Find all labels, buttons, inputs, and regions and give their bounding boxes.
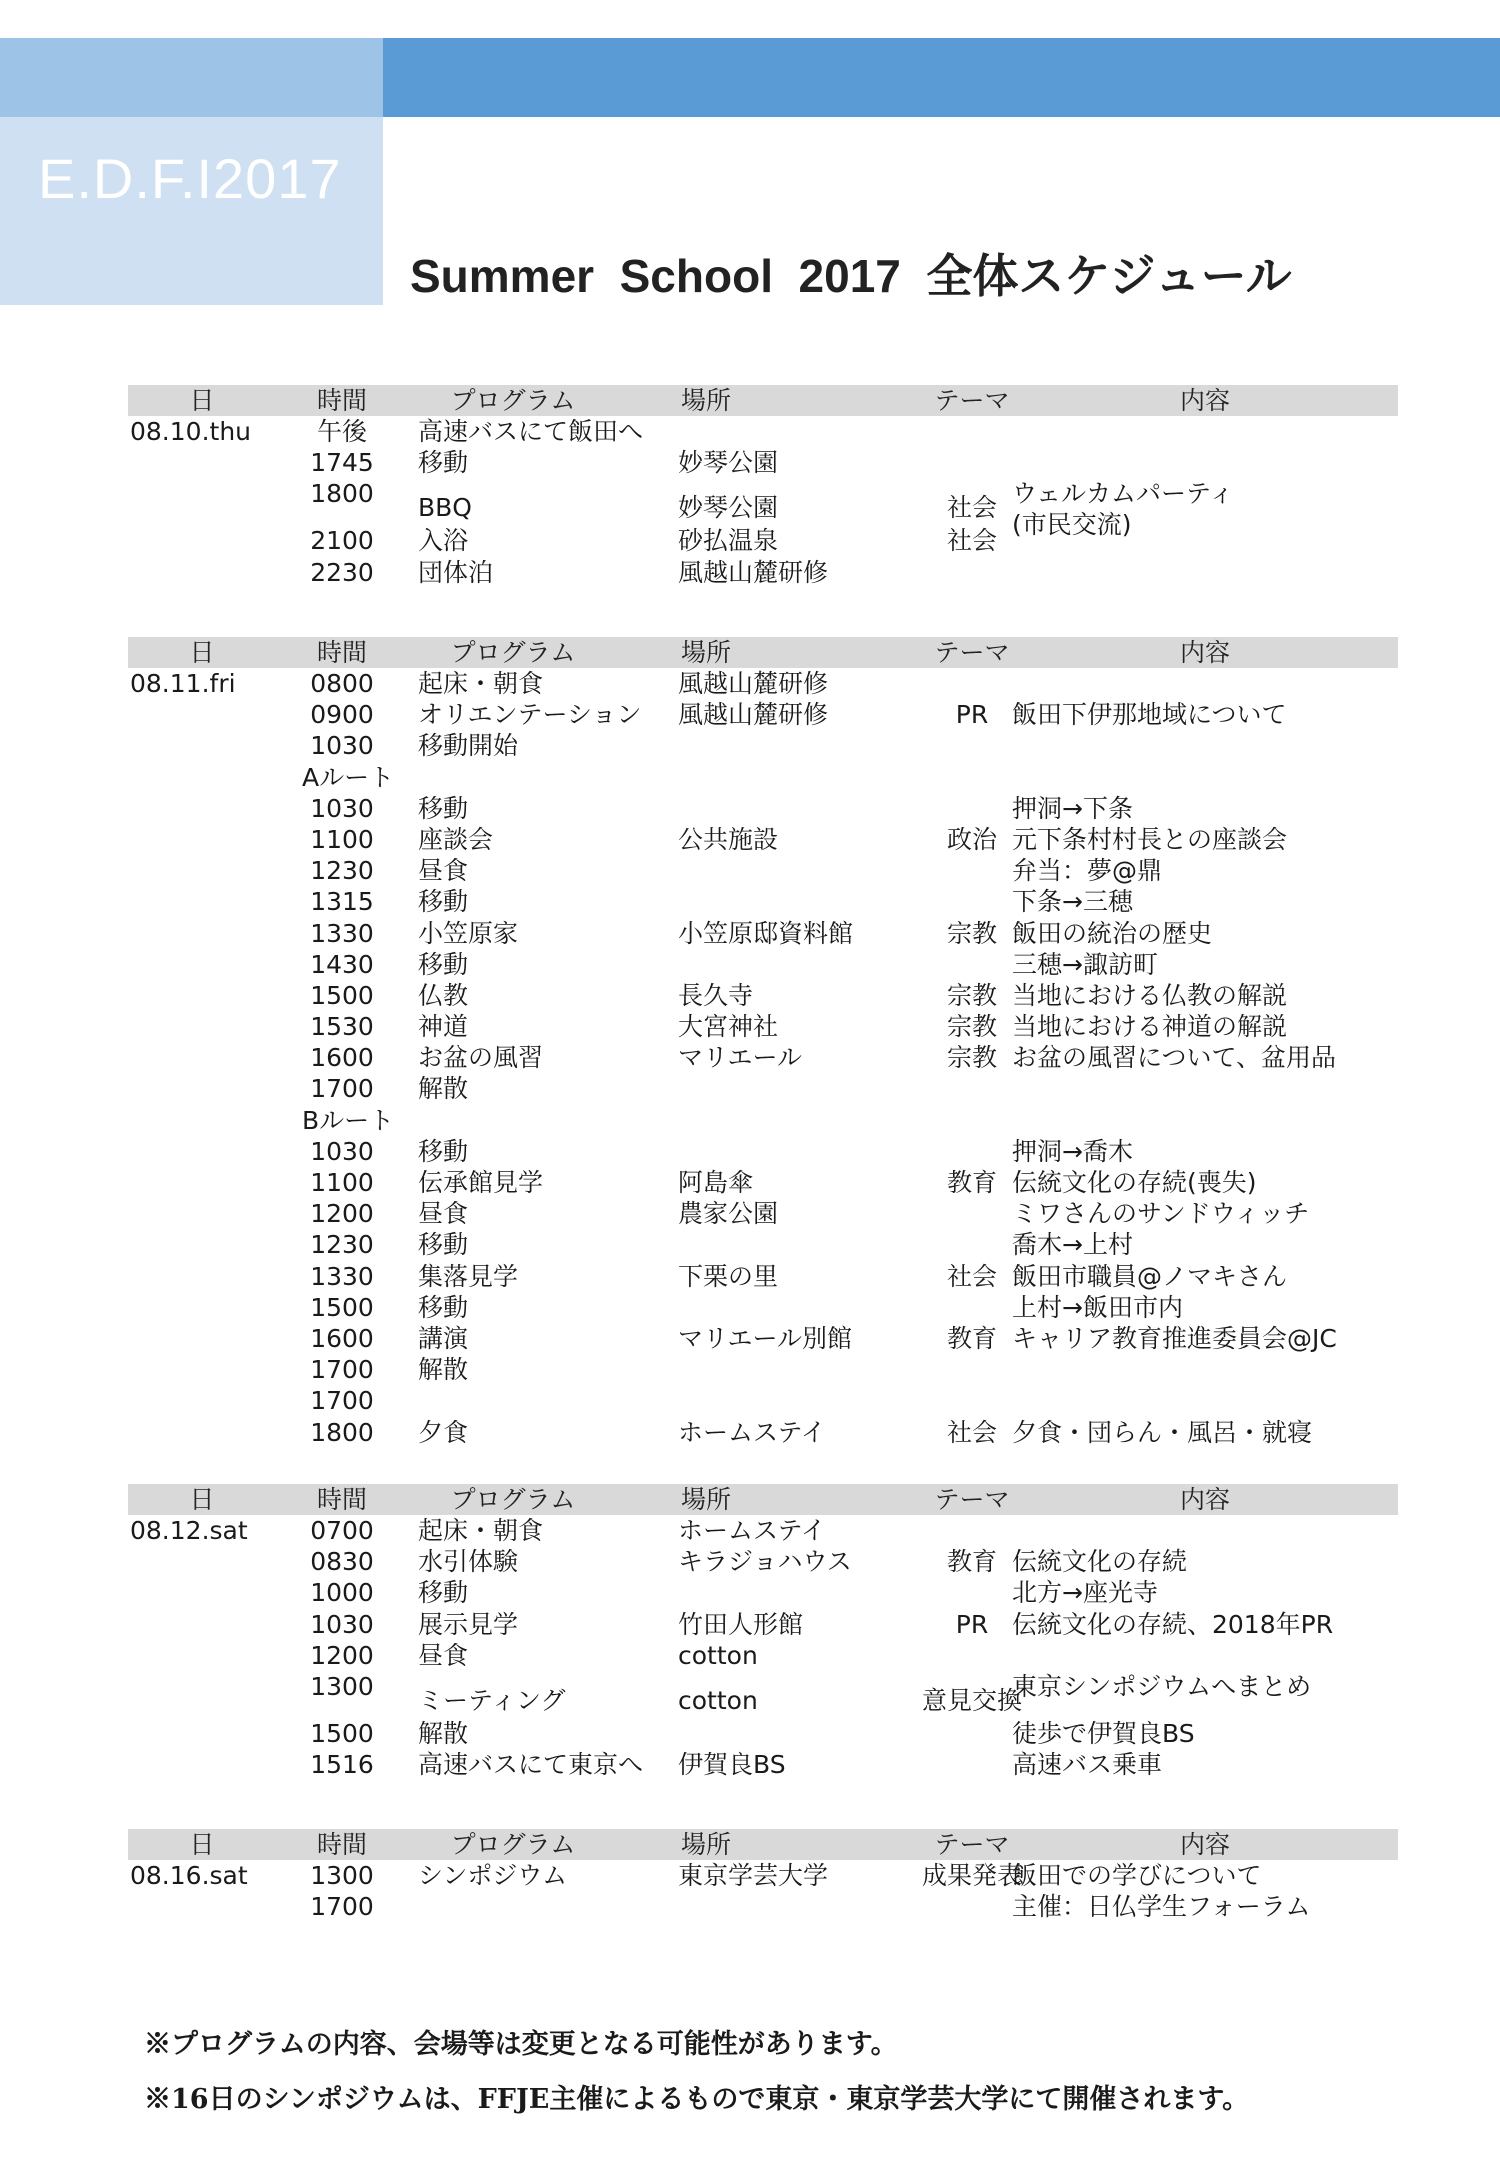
table-row (128, 1417, 1398, 1448)
theme-cell: 宗教 (946, 1012, 997, 1042)
table-row (128, 1718, 1398, 1749)
content-cell: 伝統文化の存続(喪失) (1012, 1168, 1257, 1197)
route-row (128, 1105, 1398, 1136)
table-row (128, 1671, 1398, 1718)
place-cell: 阿島傘 (678, 1168, 754, 1197)
table-row (128, 1073, 1398, 1104)
content-cell: 飯田での学びについて (1012, 1861, 1262, 1890)
header-time: 時間 (316, 1830, 367, 1859)
place-cell: 砂払温泉 (678, 526, 779, 556)
program-cell: 集落見学 (418, 1261, 519, 1291)
theme-cell: PR (955, 1609, 989, 1639)
place-cell: cotton (678, 1685, 758, 1715)
theme-cell: 宗教 (946, 1043, 997, 1073)
content-cell: 弁当：夢@鼎 (1012, 856, 1163, 886)
table-row (128, 1292, 1398, 1323)
header-time: 時間 (316, 386, 367, 415)
theme-cell: 宗教 (946, 918, 997, 948)
table-header (128, 1829, 1398, 1860)
header-program: プログラム (450, 638, 576, 667)
program-cell: 伝承館見学 (418, 1168, 544, 1197)
time-cell: 2100 (310, 526, 374, 556)
theme-cell: PR (955, 700, 989, 730)
time-cell: 0900 (310, 700, 374, 730)
program-cell: 移動 (418, 1292, 469, 1322)
table-row (128, 1546, 1398, 1577)
theme-cell: 宗教 (946, 980, 997, 1010)
date-cell: 08.11.fri (130, 669, 236, 698)
table-row (128, 1891, 1398, 1922)
time-cell: 1700 (310, 1386, 374, 1416)
time-cell: 1430 (310, 949, 374, 979)
time-cell: 1030 (310, 793, 374, 823)
program-cell: 移動開始 (418, 731, 519, 761)
header-content: 内容 (1179, 386, 1230, 415)
time-cell: 1700 (310, 1074, 374, 1104)
place-cell: ホームステイ (678, 1516, 826, 1545)
route-label: Aルート (302, 762, 395, 792)
theme-cell: 成果発表 (921, 1861, 1022, 1890)
program-cell: 移動 (418, 949, 469, 979)
place-cell: 風越山麓研修 (678, 557, 829, 587)
note-2: ※16日のシンポジウムは、FFJE主催によるもので東京・東京学芸大学にて開催されます。 (144, 2084, 1250, 2115)
route-label: Bルート (302, 1105, 395, 1135)
content-cell: 東京シンポジウムへまとめ (1012, 1671, 1312, 1701)
program-cell: 移動 (418, 887, 469, 917)
program-cell: 高速バスにて東京へ (418, 1750, 644, 1780)
schedule-section (128, 1829, 1398, 1922)
table-row (128, 1323, 1398, 1354)
content-cell: 元下条村村長との座談会 (1012, 824, 1288, 854)
program-cell: 団体泊 (418, 557, 494, 587)
header-content: 内容 (1179, 638, 1230, 667)
header-day: 日 (189, 1485, 215, 1514)
table-row (128, 949, 1398, 980)
table-row (128, 1577, 1398, 1608)
place-cell: 風越山麓研修 (678, 700, 829, 730)
content-cell: 伝統文化の存続 (1012, 1547, 1188, 1577)
program-cell: 解散 (418, 1074, 469, 1104)
table-row (128, 1198, 1398, 1229)
table-row (128, 730, 1398, 761)
program-cell: 水引体験 (418, 1547, 519, 1577)
program-cell: 座談会 (418, 824, 494, 854)
schedule-section (128, 1484, 1398, 1780)
schedule-section (128, 637, 1398, 1448)
program-cell: 神道 (418, 1012, 469, 1042)
place-cell: 下栗の里 (678, 1261, 779, 1291)
header-time: 時間 (316, 1485, 367, 1514)
content-cell: お盆の風習について、盆用品 (1012, 1043, 1337, 1073)
header-theme: テーマ (934, 638, 1010, 667)
program-cell: 起床・朝食 (418, 1516, 544, 1545)
content-cell: 徒歩で伊賀良BS (1012, 1718, 1195, 1748)
table-row (128, 668, 1398, 699)
place-cell: 妙琴公園 (678, 493, 779, 523)
table-row (128, 1229, 1398, 1260)
table-header (128, 1484, 1398, 1515)
date-cell: 08.12.sat (130, 1516, 248, 1545)
note-1: ※プログラムの内容、会場等は変更となる可能性があります。 (144, 2029, 898, 2060)
table-row (128, 1515, 1398, 1546)
program-cell: 仏教 (418, 980, 469, 1010)
table-row (128, 447, 1398, 478)
program-cell: お盆の風習 (418, 1043, 544, 1073)
time-cell: 1516 (310, 1750, 374, 1780)
content-cell: 押洞→下条 (1012, 793, 1133, 823)
place-cell: 竹田人形館 (678, 1609, 804, 1639)
time-cell: 1315 (310, 887, 374, 917)
program-cell: 移動 (418, 1578, 469, 1608)
time-cell: 1700 (310, 1892, 374, 1922)
content-cell: 三穂→諏訪町 (1012, 949, 1158, 979)
theme-cell: 教育 (946, 1547, 997, 1577)
date-cell: 08.10.thu (130, 417, 252, 446)
header-day: 日 (189, 386, 215, 415)
program-cell: 高速バスにて飯田へ (418, 417, 644, 446)
program-cell: BBQ (418, 493, 472, 523)
time-cell: 1230 (310, 856, 374, 886)
header-place: 場所 (680, 386, 731, 415)
header-time: 時間 (316, 638, 367, 667)
program-cell: 移動 (418, 793, 469, 823)
theme-cell: 教育 (946, 1323, 997, 1353)
table-row (128, 918, 1398, 949)
place-cell: 風越山麓研修 (678, 669, 829, 698)
date-cell: 08.16.sat (130, 1861, 248, 1890)
content-cell: 当地における神道の解説 (1012, 1012, 1288, 1042)
time-cell: 1030 (310, 1609, 374, 1639)
table-row (128, 1640, 1398, 1671)
time-cell: 午後 (316, 417, 367, 446)
content-cell: 押洞→喬木 (1012, 1136, 1133, 1166)
header-program: プログラム (450, 1485, 576, 1514)
program-cell: 小笠原家 (418, 918, 519, 948)
table-header (128, 385, 1398, 416)
program-cell: 昼食 (418, 1640, 469, 1670)
table-row (128, 1354, 1398, 1385)
place-cell: 大宮神社 (678, 1012, 779, 1042)
place-cell: マリエール (678, 1043, 803, 1073)
time-cell: 1800 (310, 479, 374, 509)
content-cell: ウェルカムパーティ (市民交流) (1012, 479, 1235, 540)
program-cell: シンポジウム (418, 1861, 568, 1890)
place-cell: 妙琴公園 (678, 448, 779, 478)
content-cell: ミワさんのサンドウィッチ (1012, 1199, 1310, 1229)
table-row (128, 478, 1398, 540)
time-cell: 1030 (310, 1136, 374, 1166)
program-cell: オリエンテーション (418, 700, 642, 730)
table-row (128, 1860, 1398, 1891)
time-cell: 1745 (310, 448, 374, 478)
time-cell: 0800 (310, 669, 374, 698)
content-cell: 飯田の統治の歴史 (1012, 918, 1213, 948)
theme-cell: 社会 (946, 493, 997, 523)
time-cell: 0700 (310, 1516, 374, 1545)
content-cell: 飯田下伊那地域について (1012, 700, 1287, 730)
place-cell: 農家公園 (678, 1199, 779, 1229)
table-row (128, 793, 1398, 824)
time-cell: 1330 (310, 1261, 374, 1291)
time-cell: 1300 (310, 1671, 374, 1701)
content-cell: 高速バス乗車 (1012, 1750, 1163, 1780)
logo-text: E.D.F.I2017 (38, 147, 342, 210)
route-row (128, 762, 1398, 793)
theme-cell: 意見交換 (921, 1685, 1022, 1715)
time-cell: 1100 (310, 824, 374, 854)
table-row (128, 886, 1398, 917)
table-row (128, 1042, 1398, 1073)
place-cell: キラジョハウス (678, 1547, 852, 1577)
table-row (128, 1167, 1398, 1198)
time-cell: 1800 (310, 1417, 374, 1447)
program-cell: 起床・朝食 (418, 669, 544, 698)
header-content: 内容 (1179, 1830, 1230, 1859)
page-title: Summer School 2017 全体スケジュール (410, 250, 1292, 302)
header-program: プログラム (450, 1830, 576, 1859)
program-cell: 移動 (418, 1230, 469, 1260)
header-band-right (383, 38, 1500, 117)
content-cell: 伝統文化の存続、2018年PR (1012, 1609, 1334, 1639)
content-cell: 夕食・団らん・風呂・就寝 (1012, 1417, 1313, 1447)
program-cell: 入浴 (418, 526, 469, 556)
place-cell: 伊賀良BS (678, 1750, 786, 1780)
table-row (128, 824, 1398, 855)
content-cell: 喬木→上村 (1012, 1230, 1133, 1260)
header-content: 内容 (1179, 1485, 1230, 1514)
table-row (128, 1609, 1398, 1640)
table-row (128, 525, 1398, 556)
time-cell: 1300 (310, 1861, 374, 1890)
table-row (128, 980, 1398, 1011)
header-theme: テーマ (934, 1485, 1010, 1514)
header-program: プログラム (450, 386, 576, 415)
time-cell: 1100 (310, 1168, 374, 1197)
header-day: 日 (189, 1830, 215, 1859)
time-cell: 1230 (310, 1230, 374, 1260)
time-cell: 1600 (310, 1323, 374, 1353)
table-row (128, 1261, 1398, 1292)
header-day: 日 (189, 638, 215, 667)
time-cell: 1600 (310, 1043, 374, 1073)
program-cell: 解散 (418, 1718, 469, 1748)
table-header (128, 637, 1398, 668)
time-cell: 1200 (310, 1640, 374, 1670)
theme-cell: 社会 (946, 526, 997, 556)
theme-cell: 教育 (946, 1168, 997, 1197)
header-band-left (0, 38, 383, 117)
header-theme: テーマ (934, 386, 1010, 415)
place-cell: ホームステイ (678, 1417, 826, 1447)
schedule-section (128, 385, 1398, 588)
program-cell: 昼食 (418, 1199, 469, 1229)
program-cell: 昼食 (418, 856, 469, 886)
time-cell: 1030 (310, 731, 374, 761)
table-row (128, 699, 1398, 730)
place-cell: 長久寺 (678, 980, 754, 1010)
time-cell: 1500 (310, 1718, 374, 1748)
time-cell: 2230 (310, 557, 374, 587)
program-cell: 夕食 (418, 1417, 469, 1447)
program-cell: 移動 (418, 1136, 469, 1166)
time-cell: 1500 (310, 980, 374, 1010)
content-cell: 北方→座光寺 (1012, 1578, 1158, 1608)
time-cell: 1530 (310, 1012, 374, 1042)
header-place: 場所 (680, 638, 731, 667)
place-cell: 東京学芸大学 (678, 1861, 829, 1890)
table-row (128, 416, 1398, 447)
place-cell: cotton (678, 1640, 758, 1670)
content-cell: 上村→飯田市内 (1012, 1292, 1183, 1322)
table-row (128, 1011, 1398, 1042)
program-cell: ミーティング (418, 1685, 566, 1715)
content-cell: 主催：日仏学生フォーラム (1012, 1892, 1311, 1922)
theme-cell: 社会 (946, 1261, 997, 1291)
place-cell: マリエール別館 (678, 1323, 853, 1353)
program-cell: 解散 (418, 1355, 469, 1385)
place-cell: 公共施設 (678, 824, 779, 854)
program-cell: 講演 (418, 1323, 469, 1353)
content-cell: キャリア教育推進委員会@JC (1012, 1323, 1337, 1353)
time-cell: 1700 (310, 1355, 374, 1385)
time-cell: 1000 (310, 1578, 374, 1608)
program-cell: 展示見学 (418, 1609, 519, 1639)
theme-cell: 政治 (946, 824, 997, 854)
header-place: 場所 (680, 1485, 731, 1514)
content-cell: 飯田市職員@ノマキさん (1012, 1261, 1288, 1291)
table-row (128, 1749, 1398, 1780)
time-cell: 0830 (310, 1547, 374, 1577)
content-cell: 下条→三穂 (1012, 887, 1133, 917)
time-cell: 1330 (310, 918, 374, 948)
header-theme: テーマ (934, 1830, 1010, 1859)
table-row (128, 1385, 1398, 1416)
program-cell: 移動 (418, 448, 469, 478)
time-cell: 1500 (310, 1292, 374, 1322)
table-row (128, 855, 1398, 886)
header-place: 場所 (680, 1830, 731, 1859)
table-row (128, 557, 1398, 588)
table-row (128, 1136, 1398, 1167)
content-cell: 当地における仏教の解説 (1012, 980, 1288, 1010)
place-cell: 小笠原邸資料館 (678, 918, 854, 948)
time-cell: 1200 (310, 1199, 374, 1229)
theme-cell: 社会 (946, 1417, 997, 1447)
